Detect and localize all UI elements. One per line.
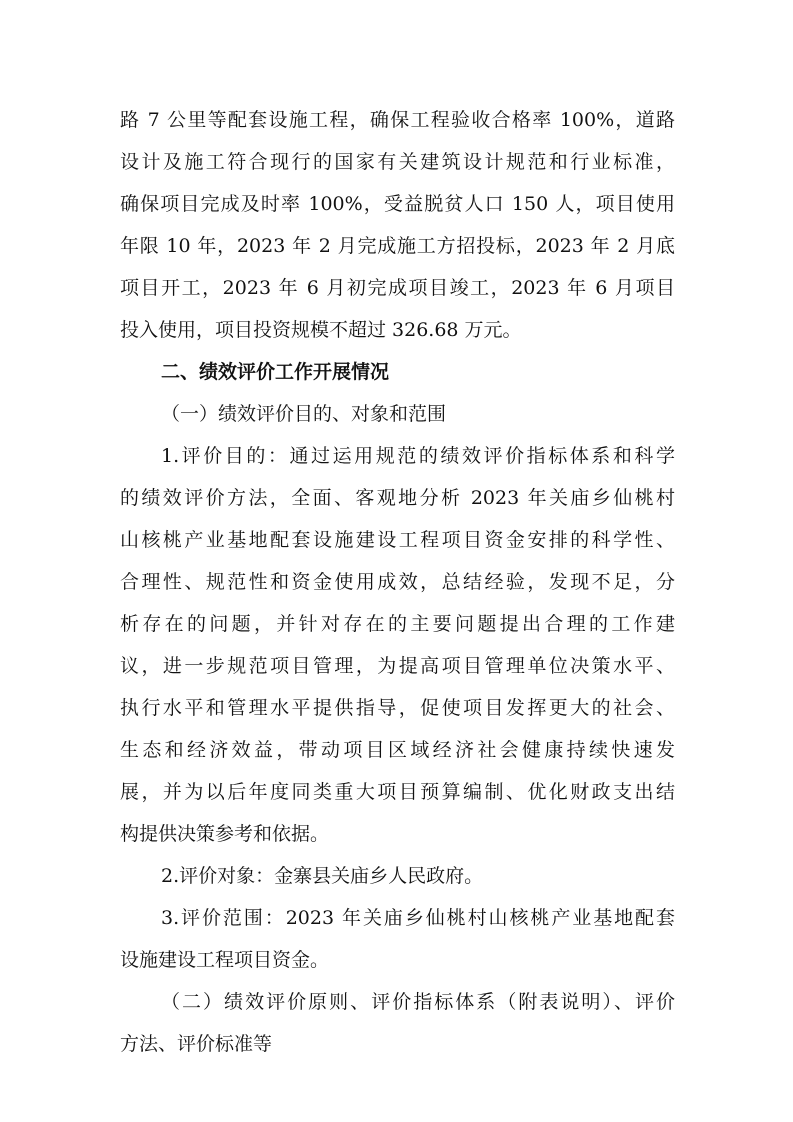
item-3-line-2: 设施建设工程项目资金。 [120, 949, 330, 971]
item-2-line: 2.评价对象：金寨县关庙乡人民政府。 [161, 865, 484, 887]
intro-line-6: 投入使用，项目投资规模不超过 326.68 万元。 [120, 319, 522, 341]
intro-line-3: 确保项目完成及时率 100%，受益脱贫人口 150 人，项目使用 [120, 193, 675, 215]
intro-line-5: 项目开工，2023 年 6 月初完成项目竣工，2023 年 6 月项目 [120, 277, 675, 299]
section-heading: 二、绩效评价工作开展情况 [161, 361, 390, 383]
item-3-line-1: 3.评价范围：2023 年关庙乡仙桃村山核桃产业基地配套 [161, 907, 675, 929]
intro-line-2: 设计及施工符合现行的国家有关建筑设计规范和行业标准， [120, 151, 675, 173]
item-1-line-7: 执行水平和管理水平提供指导，促使项目发挥更大的社会、 [120, 697, 675, 719]
intro-line-1: 路 7 公里等配套设施工程，确保工程验收合格率 100%，道路 [120, 109, 675, 131]
item-1-line-1: 1.评价目的：通过运用规范的绩效评价指标体系和科学 [161, 445, 675, 467]
item-1-line-10: 构提供决策参考和依据。 [120, 823, 330, 845]
item-1-line-4: 合理性、规范性和资金使用成效，总结经验，发现不足，分 [120, 571, 675, 593]
subsection-heading-2-line-2: 方法、评价标准等 [120, 1033, 273, 1055]
intro-line-4: 年限 10 年，2023 年 2 月完成施工方招投标，2023 年 2 月底 [120, 235, 675, 257]
subsection-heading-2-line-1: （二）绩效评价原则、评价指标体系（附表说明）、评价 [161, 991, 675, 1013]
item-1-line-3: 山核桃产业基地配套设施建设工程项目资金安排的科学性、 [120, 529, 675, 551]
subsection-heading-1: （一）绩效评价目的、对象和范围 [161, 403, 447, 425]
item-1-line-2: 的绩效评价方法，全面、客观地分析 2023 年关庙乡仙桃村 [120, 487, 675, 509]
item-1-line-8: 生态和经济效益，带动项目区域经济社会健康持续快速发 [120, 739, 675, 761]
item-1-line-9: 展，并为以后年度同类重大项目预算编制、优化财政支出结 [120, 781, 675, 803]
item-1-line-5: 析存在的问题，并针对存在的主要问题提出合理的工作建 [120, 613, 675, 635]
item-1-line-6: 议，进一步规范项目管理，为提高项目管理单位决策水平、 [120, 655, 675, 677]
